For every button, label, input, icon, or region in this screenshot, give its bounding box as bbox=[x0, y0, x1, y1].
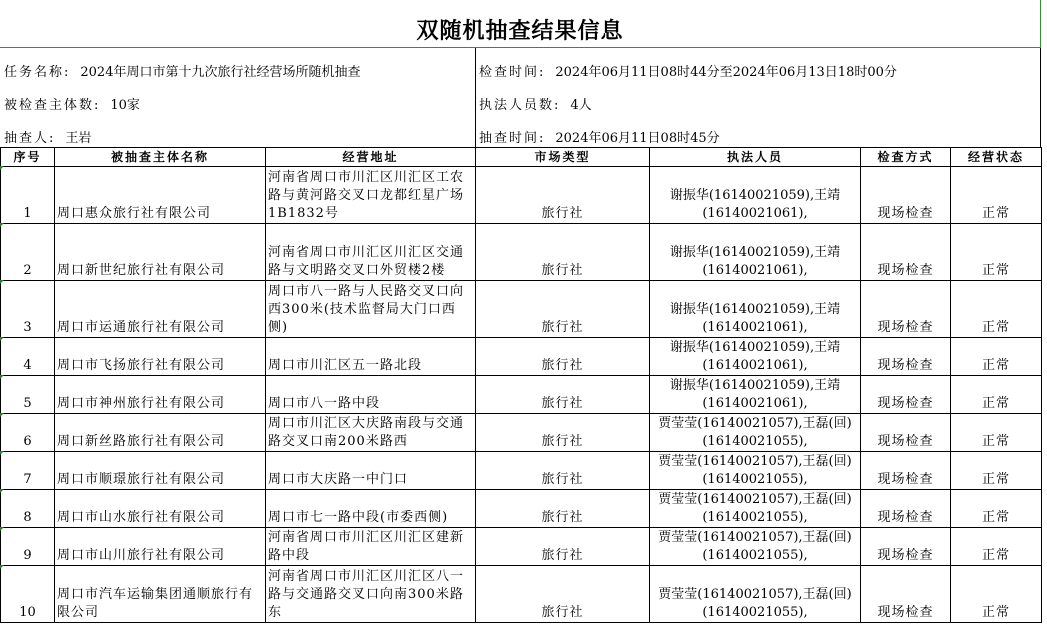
row-address: 河南省周口市川汇区川汇区建新路中段 bbox=[266, 528, 476, 566]
table-row bbox=[1, 528, 1042, 566]
row-staff bbox=[650, 338, 861, 376]
row-market-type: 旅行社 bbox=[476, 281, 650, 338]
row-market-type: 旅行社 bbox=[476, 414, 650, 452]
row-name: 周口市山水旅行社有限公司 bbox=[55, 490, 266, 528]
cell-marker bbox=[0, 489, 4, 493]
row-method: 现场检查 bbox=[861, 452, 951, 490]
row-market-type: 旅行社 bbox=[476, 566, 650, 623]
row-status: 正常 bbox=[951, 224, 1042, 281]
row-address: 河南省周口市川汇区川汇区交通路与文明路交叉口外贸楼2楼 bbox=[266, 224, 476, 281]
drawer-label: 抽查人: bbox=[4, 131, 56, 146]
row-method: 现场检查 bbox=[861, 167, 951, 224]
row-status: 正常 bbox=[951, 281, 1042, 338]
check-time-info bbox=[479, 64, 897, 82]
row-address: 河南省周口市川汇区川汇区工农路与黄河路交叉口龙都红星广场1B1832号 bbox=[266, 167, 476, 224]
header-status: 经营状态 bbox=[951, 148, 1042, 167]
row-staff bbox=[650, 528, 861, 566]
subject-count-info bbox=[4, 97, 140, 115]
row-name: 周口市顺璟旅行社有限公司 bbox=[55, 452, 266, 490]
cell-marker bbox=[0, 565, 4, 569]
row-name: 周口市运通旅行社有限公司 bbox=[55, 281, 266, 338]
row-name: 周口新世纪旅行社有限公司 bbox=[55, 224, 266, 281]
row-address: 周口市川汇区五一路北段 bbox=[266, 338, 476, 376]
row-staff-text: 谢振华(16140021059),王靖(16140021061), bbox=[669, 378, 841, 411]
task-value: 2024年周口市第十九次旅行社经营场所随机抽查 bbox=[80, 65, 361, 80]
title-right-border bbox=[1040, 0, 1041, 48]
subject-count-value: 10家 bbox=[110, 98, 140, 113]
row-name: 周口惠众旅行社有限公司 bbox=[55, 167, 266, 224]
row-method: 现场检查 bbox=[861, 376, 951, 414]
row-no: 10 bbox=[1, 566, 55, 623]
table-row bbox=[1, 490, 1042, 528]
header-staff: 执法人员 bbox=[650, 148, 861, 167]
row-staff-text: 贾莹莹(16140021057),王磊(回)(16140021055), bbox=[658, 416, 852, 449]
info-divider bbox=[475, 48, 476, 148]
results-table bbox=[0, 147, 1042, 623]
row-address: 河南省周口市川汇区川汇区八一路与交通路交叉口向南300米路东 bbox=[266, 566, 476, 623]
row-status: 正常 bbox=[951, 490, 1042, 528]
row-staff-text: 谢振华(16140021059),王靖(16140021061), bbox=[669, 188, 841, 221]
check-time-value: 2024年06月11日08时44分至2024年06月13日18时00分 bbox=[555, 65, 897, 80]
row-status: 正常 bbox=[951, 376, 1042, 414]
staff-count-info bbox=[479, 97, 592, 115]
cell-marker bbox=[0, 280, 4, 284]
row-staff-text: 谢振华(16140021059),王靖(16140021061), bbox=[669, 340, 841, 373]
row-name: 周口市神州旅行社有限公司 bbox=[55, 376, 266, 414]
row-market-type: 旅行社 bbox=[476, 224, 650, 281]
header-market-type: 市场类型 bbox=[476, 148, 650, 167]
row-market-type: 旅行社 bbox=[476, 490, 650, 528]
row-market-type: 旅行社 bbox=[476, 167, 650, 224]
draw-time-label: 抽查时间: bbox=[479, 131, 546, 146]
draw-time-info bbox=[479, 130, 720, 148]
cell-marker bbox=[0, 223, 4, 227]
header-name: 被抽查主体名称 bbox=[55, 148, 266, 167]
row-staff-text: 贾莹莹(16140021057),王磊(回)(16140021055), bbox=[658, 587, 852, 620]
cell-marker bbox=[0, 337, 4, 341]
row-no: 3 bbox=[1, 281, 55, 338]
row-staff-text: 谢振华(16140021059),王靖(16140021061), bbox=[669, 245, 841, 278]
row-address: 周口市七一路中段(市委西侧) bbox=[266, 490, 476, 528]
header-no: 序号 bbox=[1, 148, 55, 167]
row-market-type: 旅行社 bbox=[476, 338, 650, 376]
row-market-type: 旅行社 bbox=[476, 528, 650, 566]
row-method: 现场检查 bbox=[861, 224, 951, 281]
task-label: 任务名称: bbox=[4, 65, 71, 80]
row-method: 现场检查 bbox=[861, 528, 951, 566]
table-row bbox=[1, 452, 1042, 490]
row-no: 6 bbox=[1, 414, 55, 452]
check-time-label: 检查时间: bbox=[479, 65, 546, 80]
cell-marker bbox=[0, 375, 4, 379]
page-title: 双随机抽查结果信息 bbox=[416, 19, 624, 44]
row-method: 现场检查 bbox=[861, 566, 951, 623]
row-name: 周口市飞扬旅行社有限公司 bbox=[55, 338, 266, 376]
row-staff bbox=[650, 566, 861, 623]
cell-marker bbox=[0, 413, 4, 417]
row-status: 正常 bbox=[951, 338, 1042, 376]
cell-marker bbox=[0, 527, 4, 531]
header-method: 检查方式 bbox=[861, 148, 951, 167]
row-staff bbox=[650, 414, 861, 452]
row-method: 现场检查 bbox=[861, 281, 951, 338]
drawer-info bbox=[4, 130, 91, 148]
row-staff bbox=[650, 452, 861, 490]
row-status: 正常 bbox=[951, 566, 1042, 623]
row-no: 5 bbox=[1, 376, 55, 414]
row-no: 9 bbox=[1, 528, 55, 566]
row-name: 周口市汽车运输集团通顺旅行有限公司 bbox=[55, 566, 266, 623]
drawer-value: 王岩 bbox=[65, 131, 92, 146]
row-staff bbox=[650, 376, 861, 414]
cell-marker bbox=[0, 451, 4, 455]
row-no: 4 bbox=[1, 338, 55, 376]
row-method: 现场检查 bbox=[861, 414, 951, 452]
row-no: 2 bbox=[1, 224, 55, 281]
info-right-border bbox=[1040, 48, 1041, 148]
subject-count-label: 被检查主体数: bbox=[4, 98, 101, 113]
row-status: 正常 bbox=[951, 414, 1042, 452]
cell-marker bbox=[0, 166, 4, 170]
row-status: 正常 bbox=[951, 452, 1042, 490]
row-name: 周口市山川旅行社有限公司 bbox=[55, 528, 266, 566]
row-staff-text: 贾莹莹(16140021057),王磊(回)(16140021055), bbox=[658, 492, 852, 525]
table-row bbox=[1, 167, 1042, 224]
row-staff-text: 贾莹莹(16140021057),王磊(回)(16140021055), bbox=[658, 530, 852, 563]
draw-time-value: 2024年06月11日08时45分 bbox=[555, 131, 720, 146]
staff-count-label: 执法人员数: bbox=[479, 98, 561, 113]
row-staff bbox=[650, 490, 861, 528]
row-status: 正常 bbox=[951, 167, 1042, 224]
row-name: 周口新丝路旅行社有限公司 bbox=[55, 414, 266, 452]
row-staff-text: 谢振华(16140021059),王靖(16140021061), bbox=[669, 302, 841, 335]
row-staff bbox=[650, 167, 861, 224]
row-address: 周口市川汇区大庆路南段与交通路交叉口南200米路西 bbox=[266, 414, 476, 452]
row-staff-text: 贾莹莹(16140021057),王磊(回)(16140021055), bbox=[658, 454, 852, 487]
row-no: 7 bbox=[1, 452, 55, 490]
row-market-type: 旅行社 bbox=[476, 452, 650, 490]
table-row bbox=[1, 338, 1042, 376]
table-row bbox=[1, 566, 1042, 623]
row-method: 现场检查 bbox=[861, 338, 951, 376]
table-header-row bbox=[1, 148, 1042, 167]
row-status: 正常 bbox=[951, 528, 1042, 566]
staff-count-value: 4人 bbox=[570, 98, 592, 113]
task-info bbox=[4, 64, 360, 82]
row-no: 1 bbox=[1, 167, 55, 224]
title-bottom-border bbox=[0, 47, 1041, 48]
row-market-type: 旅行社 bbox=[476, 376, 650, 414]
table-row bbox=[1, 224, 1042, 281]
row-address: 周口市大庆路一中门口 bbox=[266, 452, 476, 490]
row-address: 周口市八一路中段 bbox=[266, 376, 476, 414]
row-address: 周口市八一路与人民路交叉口向西300米(技术监督局大门口西侧) bbox=[266, 281, 476, 338]
row-method: 现场检查 bbox=[861, 490, 951, 528]
row-staff bbox=[650, 281, 861, 338]
row-staff bbox=[650, 224, 861, 281]
table-row bbox=[1, 281, 1042, 338]
row-no: 8 bbox=[1, 490, 55, 528]
header-address: 经营地址 bbox=[266, 148, 476, 167]
table-row bbox=[1, 376, 1042, 414]
table-row bbox=[1, 414, 1042, 452]
